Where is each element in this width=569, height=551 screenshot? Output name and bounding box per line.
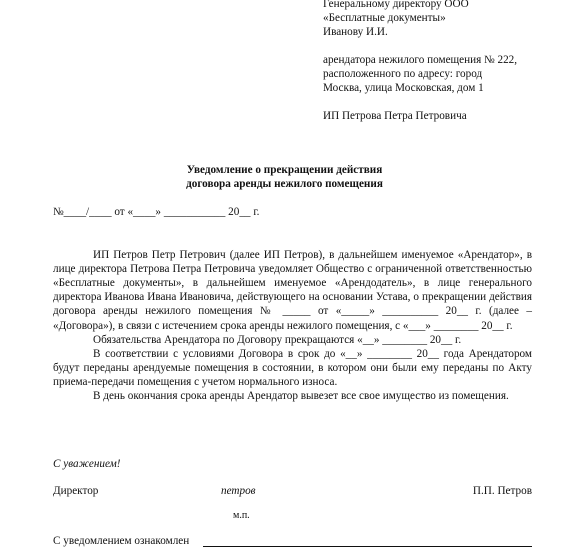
acknowledgement-label: С уведомлением ознакомлен [53, 535, 190, 547]
addressee-line: Иванову И.И. [323, 26, 388, 38]
body-paragraph: В соответствии с условиями Договора в срок до «__» ________ 20__ года Арендатором будут переданы арендуемые помещения в состоянии, в котором они были ему переданы по Акту приема-передачи помещения с учетом нормального износа. [53, 347, 532, 388]
addressee-line: Генеральному директору ООО [323, 0, 469, 10]
handwritten-signature: петров [221, 485, 256, 497]
signer-name: П.П. Петров [472, 485, 532, 497]
addressee-line: Москва, улица Московская, дом 1 [323, 82, 484, 94]
addressee-line: ИП Петрова Петра Петровича [323, 110, 467, 122]
title-line-1: Уведомление о прекращении действия [186, 164, 383, 176]
addressee-spacer [323, 39, 563, 53]
body-paragraph: ИП Петров Петр Петрович (далее ИП Петров), в дальнейшем именуемое «Арендатор», в лице директора Петрова Петра Петровича уведомляет Общество с ограниченной ответственностью «Бесплатные документы», в дальнейшем именуемое «Арендодатель», в лице генерального директора Иванова Ивана Ивановича, действующего на основании Устава, о прекращении действия договора аренды нежилого помещения № _____ от «_____» __________ 20__ г. (далее – «Договора»), в связи с истечением срока аренды нежилого помещения, с «___» ________ 20__ г. [53, 249, 532, 332]
addressee-line: арендатора нежилого помещения № 222, [323, 54, 518, 66]
signature-row [53, 484, 532, 500]
addressee-spacer [323, 95, 563, 109]
addressee-block [323, 0, 563, 123]
acknowledgement-signature-line [203, 546, 532, 547]
title-line-2: договора аренды нежилого помещения [186, 178, 383, 190]
document-body [53, 248, 532, 403]
addressee-line: расположенного по адресу: город [323, 68, 483, 80]
document-title [0, 163, 569, 191]
body-paragraph: Обязательства Арендатора по Договору прекращаются «__» ________ 20__ г. [93, 333, 462, 346]
signer-position: Директор [53, 485, 99, 497]
closing-phrase: С уважением! [53, 458, 121, 470]
addressee-line: «Бесплатные документы» [323, 12, 446, 24]
document-number-date: №____/____ от «____» ___________ 20__ г. [53, 206, 260, 218]
body-paragraph: В день окончания срока аренды Арендатор вывезет все свое имущество из помещения. [93, 390, 509, 403]
stamp-place-label: м.п. [233, 510, 250, 521]
acknowledgement-row [53, 534, 532, 550]
